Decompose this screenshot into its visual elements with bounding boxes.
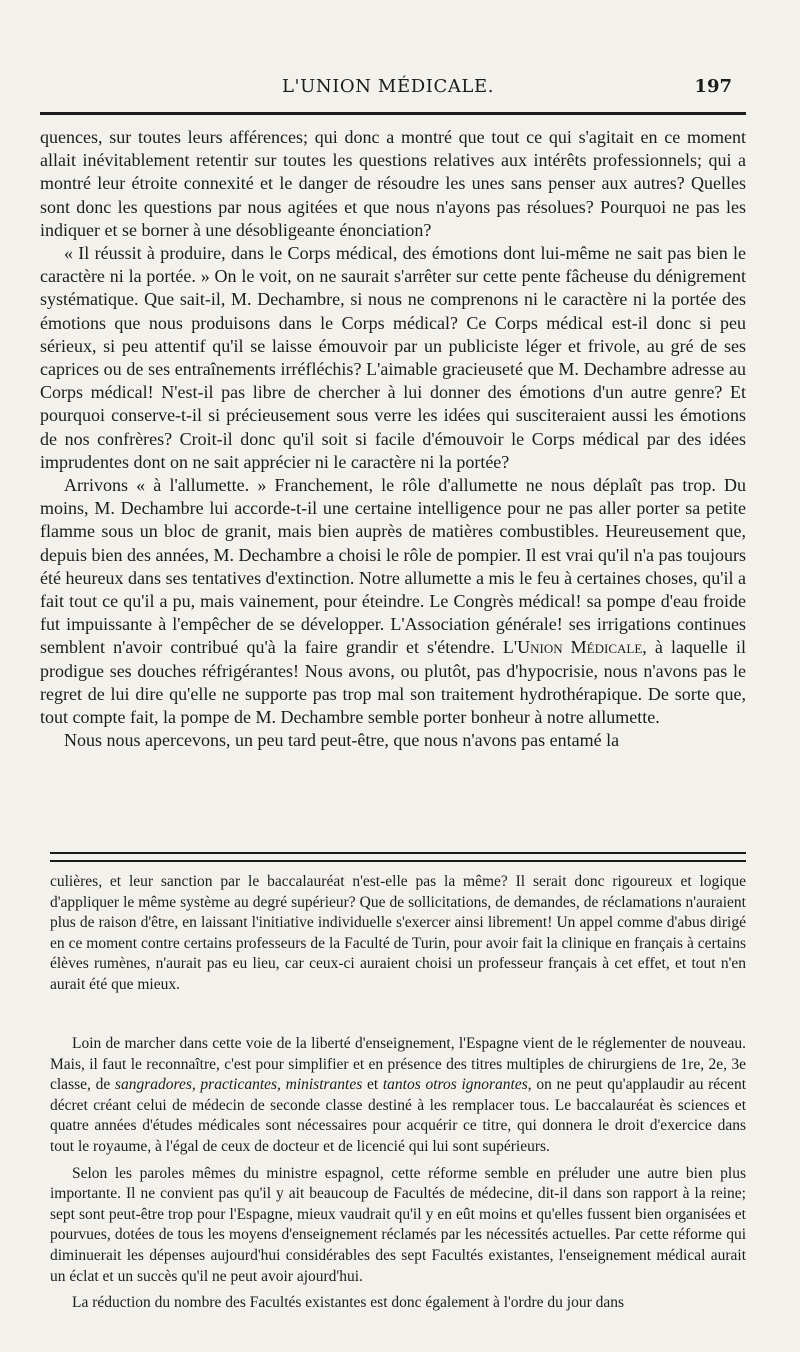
news-p1-italic-2: tantos otros ignorantes (382, 1076, 528, 1094)
paragraph-3 (40, 474, 746, 729)
paragraph-1: quences, sur toutes leurs afférences; qui donc a montré que tout ce qui s'agitait en ce moment allait inévitablement retentir sur toutes les questions relatives aux intérêts professionnels; qui a montré leur étroite connexité et le danger de résoudre les unes sans penser aux autres? Quelles sont donc les questions par nous agitées et que nous n'ayons pas résolues? Pourquoi ne pas les indiquer et se borner à une désobligeante énonciation? (40, 127, 746, 240)
paragraph-4: Nous nous apercevons, un peu tard peut-être, que nous n'avons pas entamé la (64, 730, 620, 751)
news-paragraph-1 (50, 1034, 746, 1158)
paragraph-3-part-a: Arrivons « à l'allumette. » Franchement, le rôle d'allumette ne nous déplaît pas trop. Du moins, M. Dechambre lui accorde-t-il une certaine intelligence pour ne pas aller porter sa petite flamme sous un bloc de granit, mais bien auprès de matières combustibles. Heureusement que, depuis bien des années, M. Dechambre a choisi le rôle de pompier. Il est vrai qu'il n'a pas toujours été heureux dans ses tentatives d'extinction. Notre allumette a mis le feu à certaines choses, qu'il a fait tout ce qu'il a pu, mais vainement, pour éteindre. Le Congrès médical! sa pompe d'eau froide fut impuissante à l'empêcher de se développer. L'Association générale! ses irrigations continues semblent n'avoir contribué qu'à la faire grandir et s'étendre. (40, 475, 746, 658)
journal-name-inline: L'Union Médicale (502, 637, 643, 658)
footnote-text: culières, et leur sanction par le baccalauréat n'est-elle pas la même? Il serait donc rigoureux et logique d'appliquer le même système au degré supérieur? Que de sollicitations, de demandes, de réclamations n'auraient plus de raison d'être, en laissant l'initiative individuelle s'exercer ainsi librement! Un appel comme d'abus dirigé en ce moment contre certains professeurs de la Faculté de Turin, pour avoir fait la clinique en français à certains élèves rumènes, n'aurait pas eu lieu, car ceux-ci auraient choisi un professeur français à cet effet, et tout n'en aurait été que mieux. (50, 873, 746, 993)
news-p1-mid: et (362, 1076, 383, 1094)
news-paragraph-3: La réduction du nombre des Facultés existantes est donc également à l'ordre du jour dans (72, 1294, 625, 1312)
news-paragraph-2: Selon les paroles mêmes du ministre espagnol, cette réforme semble en préluder une autre bien plus importante. Il ne convient pas qu'il y ait beaucoup de Facultés de médecine, dit-il dans son rapport à la reine; sept sont peut-être trop pour l'Espagne, mieux vaudrait qu'il y en eût moins et qu'elles fussent bien organisées et pourvues, dotées de tous les moyens d'enseignement réclamés par les nécessités actuelles. Par cette réforme qui diminuerait les dépenses aujourd'hui considérables des sept Facultés existantes, l'enseignement médical aurait un éclat et un succès qu'il ne peut avoir ajourd'hui. (50, 1164, 746, 1285)
paragraph-3-part-b: , à laquelle il prodigue ses douches réfrigérantes! Nous avons, ou plutôt, pas d'hypocrisie, nous n'avons pas le regret de lui dire qu'elle ne supporte pas trop mal son traitement hydrothérapique. De sorte que, tout compte fait, la pompe de M. Dechambre semble porter bonheur à notre allumette. (40, 637, 747, 728)
news-p1-part-a: Loin de marcher dans cette voie de la liberté d'enseignement, l'Espagne vient de le réglementer de nouveau. Mais, il faut le reconnaître, c'est pour simplifier et en présence des titres multiples de chirurgiens de 1re, 2e, 3e classe, de (50, 1035, 746, 1094)
header-rule (40, 112, 746, 115)
main-text (40, 126, 746, 752)
journal-title: L'UNION MÉDICALE. (281, 76, 495, 97)
news-p1-part-b: , on ne peut qu'applaudir au récent décret créant celui de médecin de seconde classe destiné à les remplacer tous. Le baccalauréat ès sciences et quatre années d'études médicales sont nécessaires pour acquérir ce titre, qui donnera le droit d'exercice dans tout le royaume, à l'égal de ceux de docteur et de licencié qui lui sont supérieurs. (50, 1076, 746, 1155)
news-column (50, 1034, 746, 1314)
running-header (40, 76, 736, 106)
page-number: 197 (694, 76, 732, 97)
paragraph-2: « Il réussit à produire, dans le Corps médical, des émotions dont lui-même ne sait pas bien le caractère ni la portée. » On le voit, on ne saurait s'arrêter sur cette pente fâcheuse du dénigrement systématique. Que sait-il, M. Dechambre, si nous ne comprenons ni le caractère ni la portée des émotions que nous produisons dans le Corps médical? Ce Corps médical est-il donc si peu sérieux, si peu attentif qu'il se laisse émouvoir par un publiciste léger et frivole, au gré de ses caprices ou de ses entraînements irréfléchis? L'aimable gracieuseté que M. Dechambre adresse au Corps médical! N'est-il pas libre de chercher à lui donner des émotions d'un autre genre? Et pourquoi conserve-t-il si précieusement sous verre les idées qui susciteraient aussi les émotions de nos confrères? Croit-il donc qu'il soit si facile d'émouvoir le Corps médical par des idées imprudentes dont on ne sait apprécier ni le caractère ni la portée? (40, 243, 746, 472)
news-p1-italic-1: sangradores, practicantes, ministrantes (114, 1076, 363, 1094)
footnote-separator (50, 852, 746, 862)
